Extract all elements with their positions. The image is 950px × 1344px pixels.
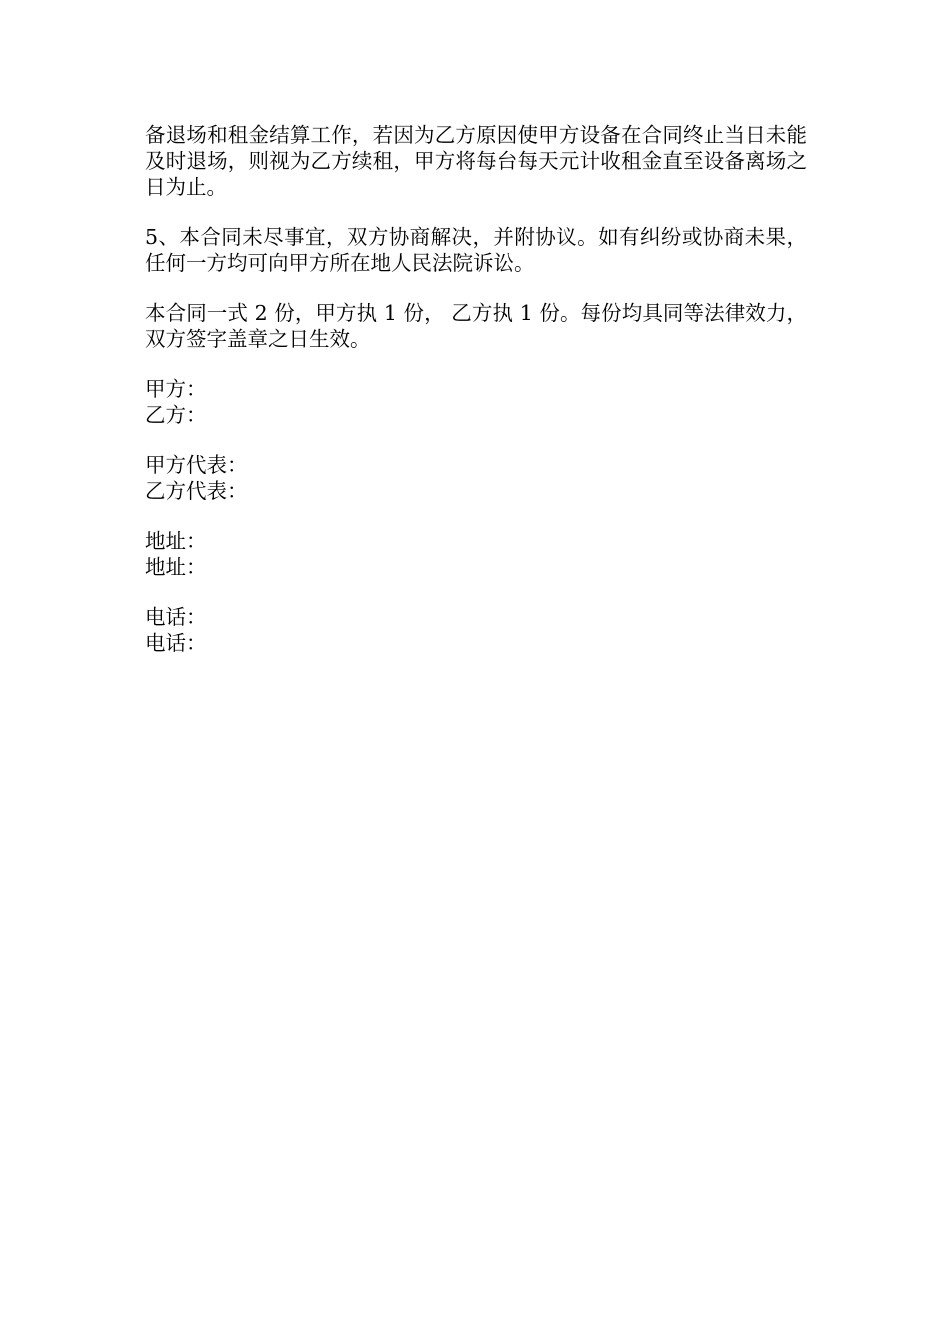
paragraph-gap — [145, 352, 807, 376]
dispute-clause-paragraph: 5、本合同未尽事宜，双方协商解决，并附协议。如有纠纷或协商未果，任何一方均可向甲方所在地人民法院诉讼。 — [145, 225, 807, 275]
party-b-phone-label: 电话： — [145, 631, 207, 655]
paragraph-gap — [145, 580, 807, 604]
signature-representatives-block — [145, 452, 807, 504]
signature-parties-block — [145, 376, 807, 428]
paragraph-gap — [145, 276, 807, 300]
paragraph-gap — [145, 200, 807, 224]
signature-phone-block — [145, 604, 807, 656]
settlement-clause-paragraph: 备退场和租金结算工作，若因为乙方原因使甲方设备在合同终止当日未能及时退场，则视为乙方续租，甲方将每台每天元计收租金直至设备离场之日为止。 — [145, 123, 807, 199]
party-a-representative-label: 甲方代表： — [145, 453, 248, 477]
party-a-label: 甲方： — [145, 377, 207, 401]
document-body — [145, 122, 807, 656]
party-a-phone-label: 电话： — [145, 605, 207, 629]
signature-address-block — [145, 528, 807, 580]
party-a-address-label: 地址： — [145, 529, 207, 553]
paragraph-gap — [145, 504, 807, 528]
party-b-label: 乙方： — [145, 403, 207, 427]
party-b-address-label: 地址： — [145, 555, 207, 579]
party-b-representative-label: 乙方代表： — [145, 479, 248, 503]
copies-clause-paragraph: 本合同一式 2 份，甲方执 1 份， 乙方执 1 份。每份均具同等法律效力，双方签字盖章之日生效。 — [145, 301, 807, 351]
paragraph-gap — [145, 428, 807, 452]
